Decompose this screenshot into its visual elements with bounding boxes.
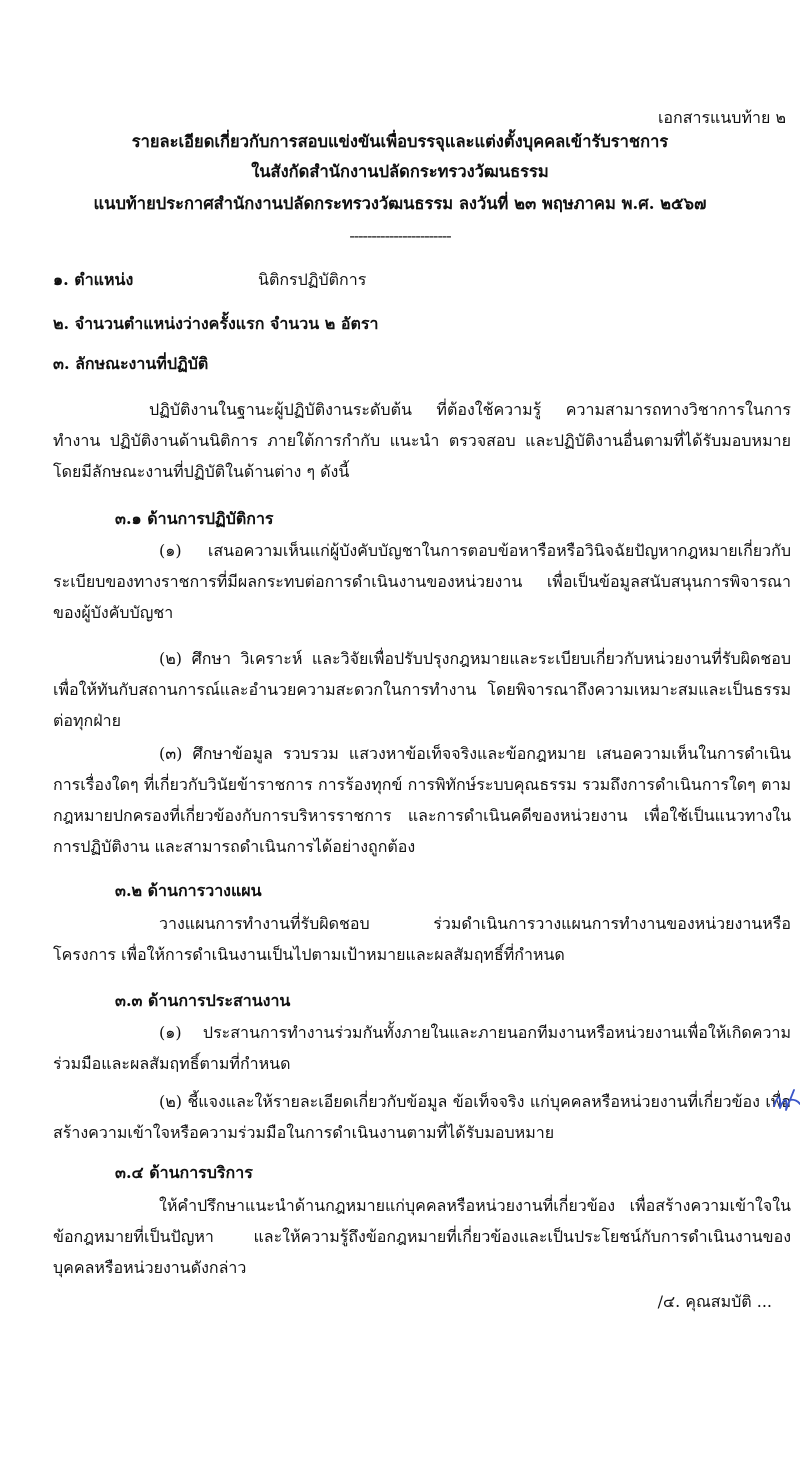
section-3-1-paragraph-1: (๑) เสนอความเห็นแก่ผู้บังคับบัญชาในการตอบข้อหารือหรือวินิจฉัยปัญหากฎหมายเกี่ยวกับระเบียบของทางราชการที่มีผลกระทบต่อการดำเนินงานของหน่วยงาน เพื่อเป็นข้อมูลสนับสนุนการพิจารณาของผู้บังคับบัญชา [53, 541, 791, 622]
divider-line: ----------------------- [349, 226, 451, 245]
section-3-4-heading: ๓.๔ ด้านการบริการ [115, 1163, 253, 1182]
section-3-1-heading: ๓.๑ ด้านการปฏิบัติการ [115, 509, 274, 528]
intro-paragraph: ปฏิบัติงานในฐานะผู้ปฏิบัติงานระดับต้น ที่ต้องใช้ความรู้ ความสามารถทางวิชาการในการทำงาน ปฏิบัติงานด้านนิติการ ภายใต้การกำกับ แนะนำ ตรวจสอบ และปฏิบัติงานอื่นตามที่ได้รับมอบหมาย โดยมีลักษณะงานที่ปฏิบัติในด้านต่าง ๆ ดังนี้ [53, 400, 791, 481]
item2-vacancies: ๒. จำนวนตำแหน่งว่างครั้งแรก จำนวน ๒ อัตรา [53, 314, 379, 333]
section-3-3-heading: ๓.๓ ด้านการประสานงาน [115, 991, 291, 1010]
section-3-1-paragraph-2: (๒) ศึกษา วิเคราะห์ และวิจัยเพื่อปรับปรุงกฎหมายและระเบียบเกี่ยวกับหน่วยงานที่รับผิดชอบ เพื่อให้ทันกับสถานการณ์และอำนวยความสะดวกในการทำงาน โดยพิจารณาถึงความเหมาะสมและเป็นธรรมต่อทุกฝ่าย [53, 649, 791, 730]
section-3-3-paragraph-2: (๒) ชี้แจงและให้รายละเอียดเกี่ยวกับข้อมูล ข้อเท็จจริง แก่บุคคลหรือหน่วยงานที่เกี่ยวข้อง เพื่อสร้างความเข้าใจหรือความร่วมมือในการดำเนินงานตามที่ได้รับมอบหมาย [53, 1092, 791, 1142]
section-3-3-paragraph-1: (๑) ประสานการทำงานร่วมกันทั้งภายในและภายนอกทีมงานหรือหน่วยงานเพื่อให้เกิดความร่วมมือและผลสัมฤทธิ์ตามที่กำหนด [53, 1023, 791, 1073]
section-3-4-paragraph-1: ให้คำปรึกษาแนะนำด้านกฎหมายแก่บุคคลหรือหน่วยงานที่เกี่ยวข้อง เพื่อสร้างความเข้าใจในข้อกฎหมายที่เป็นปัญหา และให้ความรู้ถึงข้อกฎหมายที่เกี่ยวข้องและเป็นประโยชน์กับการดำเนินงานของบุคคลหรือหน่วยงานดังกล่าว [53, 1196, 791, 1277]
document-reference-line: แนบท้ายประกาศสำนักงานปลัดกระทรวงวัฒนธรรม ลงวันที่ ๒๓ พฤษภาคม พ.ศ. ๒๕๖๗ [93, 194, 707, 213]
document-title: รายละเอียดเกี่ยวกับการสอบแข่งขันเพื่อบรรจุและแต่งตั้งบุคคลเข้ารับราชการ [131, 132, 669, 151]
section-3-2-paragraph-1: วางแผนการทำงานที่รับผิดชอบ ร่วมดำเนินการวางแผนการทำงานของหน่วยงานหรือโครงการ เพื่อให้การดำเนินงานเป็นไปตามเป้าหมายและผลสัมฤทธิ์ที่กำหนด [53, 914, 791, 964]
item3-heading: ๓. ลักษณะงานที่ปฏิบัติ [53, 354, 209, 373]
annex-label: เอกสารแนบท้าย ๒ [657, 108, 786, 127]
document-subtitle: ในสังกัดสำนักงานปลัดกระทรวงวัฒนธรรม [251, 162, 549, 181]
item1-value: นิติกรปฏิบัติการ [258, 270, 367, 289]
item1-label: ๑. ตำแหน่ง [53, 270, 134, 289]
continuation-note: /๔. คุณสมบัติ ... [657, 1292, 772, 1311]
section-3-2-heading: ๓.๒ ด้านการวางแผน [115, 881, 262, 900]
section-3-1-paragraph-3: (๓) ศึกษาข้อมูล รวบรวม แสวงหาข้อเท็จจริงและข้อกฎหมาย เสนอความเห็นในการดำเนินการเรื่องใดๆ ที่เกี่ยวกับวินัยข้าราชการ การร้องทุกข์ การพิทักษ์ระบบคุณธรรม รวมถึงการดำเนินการใดๆ ตามกฎหมายปกครองที่เกี่ยวข้องกับการบริหารราชการ และการดำเนินคดีของหน่วยงาน เพื่อใช้เป็นแนวทางในการปฏิบัติงาน และสามารถดำเนินการได้อย่างถูกต้อง [53, 744, 791, 856]
handwritten-initial-icon [772, 1084, 800, 1118]
